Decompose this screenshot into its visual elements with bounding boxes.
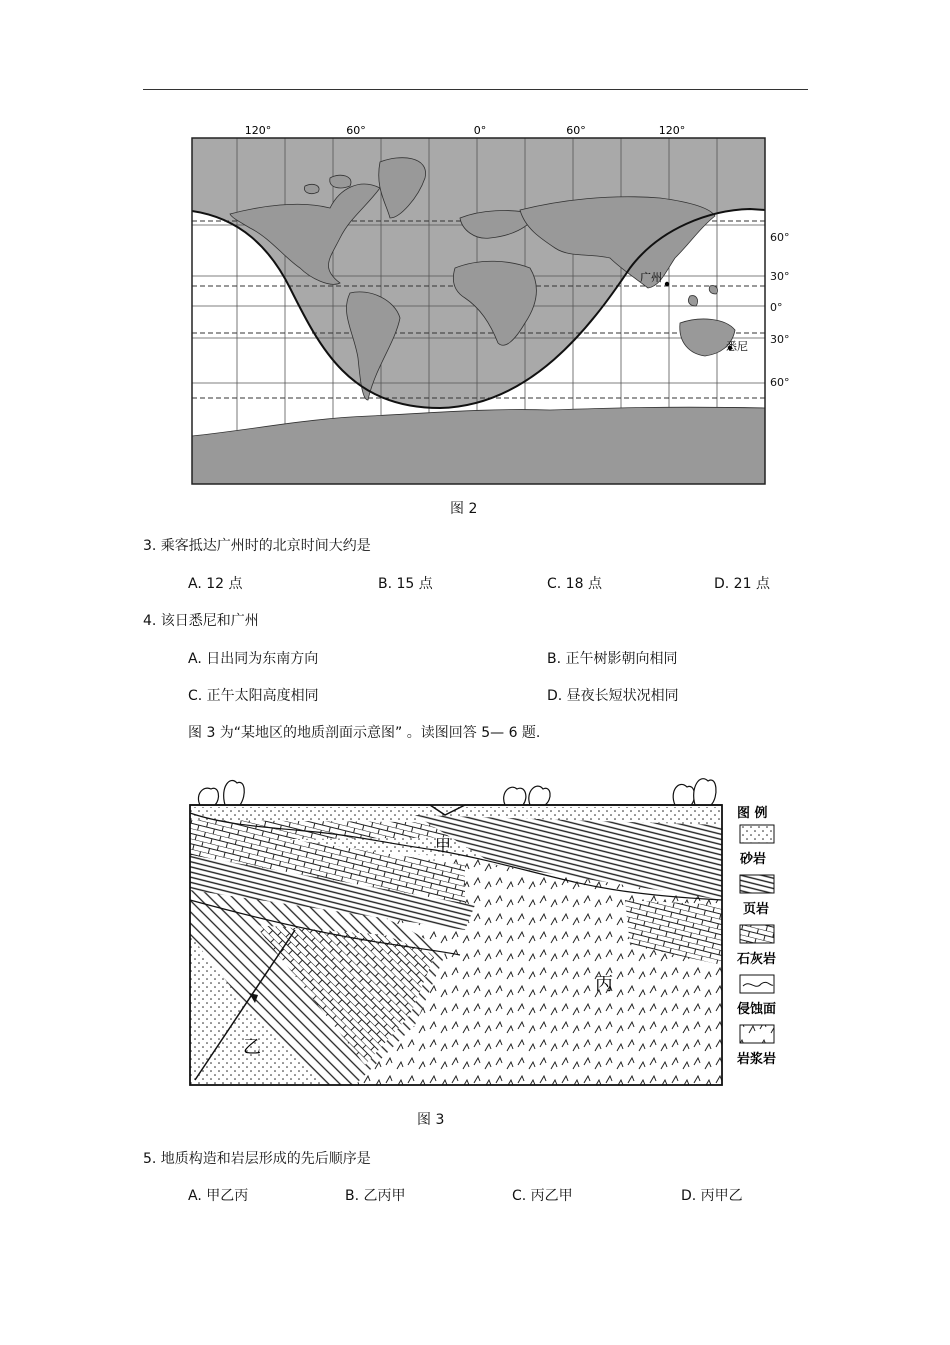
- q3-stem: 3. 乘客抵达广州时的北京时间大约是: [143, 538, 371, 554]
- sydney-label: 悉尼: [726, 340, 748, 353]
- figure-3-caption: 图 3: [417, 1112, 445, 1128]
- figure-2-map: [190, 118, 770, 488]
- q5-option-c: C. 丙乙甲: [512, 1188, 573, 1204]
- lat-label-60s: 60°: [770, 376, 790, 389]
- legend-label-limestone: 石灰岩: [737, 952, 777, 967]
- q4-option-c: C. 正午太阳高度相同: [188, 688, 319, 704]
- legend-label-magma: 岩浆岩: [737, 1052, 777, 1067]
- lon-label-120e: 120°: [658, 124, 686, 137]
- lat-label-30s: 30°: [770, 333, 790, 346]
- legend-swatch-magma: [740, 1025, 774, 1043]
- q3-option-d: D. 21 点: [714, 576, 770, 592]
- legend-swatch-sandstone: [740, 825, 774, 843]
- q5-option-d: D. 丙甲乙: [681, 1188, 743, 1204]
- legend-swatch-limestone: [740, 925, 774, 943]
- q5-stem: 5. 地质构造和岩层形成的先后顺序是: [143, 1151, 371, 1167]
- legend-label-shale: 页岩: [743, 902, 770, 917]
- q5-option-a: A. 甲乙丙: [188, 1188, 249, 1204]
- label-jia: 甲: [435, 836, 452, 855]
- legend-swatch-shale: [740, 875, 774, 893]
- q3-option-b: B. 15 点: [378, 576, 433, 592]
- figure-3-section: [185, 765, 785, 1090]
- lat-label-0: 0°: [770, 301, 783, 314]
- q5-option-b: B. 乙丙甲: [345, 1188, 406, 1204]
- lon-label-60e: 60°: [566, 124, 586, 137]
- label-yi: 乙: [243, 1037, 261, 1058]
- lon-label-0: 0°: [473, 124, 487, 137]
- q3-option-c: C. 18 点: [547, 576, 602, 592]
- figure-2-caption: 图 2: [450, 501, 478, 517]
- q4-option-a: A. 日出同为东南方向: [188, 651, 319, 667]
- legend-title: 图 例: [737, 806, 768, 821]
- figure-3-intro: 图 3 为“某地区的地质剖面示意图” 。读图回答 5— 6 题.: [188, 725, 541, 741]
- legend-label-erosion: 侵蚀面: [737, 1002, 777, 1017]
- label-bing: 丙: [595, 974, 613, 995]
- q4-option-b: B. 正午树影朝向相同: [547, 651, 678, 667]
- guangzhou-marker: [665, 282, 669, 286]
- legend-label-sandstone: 砂岩: [740, 852, 767, 867]
- lat-label-60n: 60°: [770, 231, 790, 244]
- antarctica: [192, 407, 765, 484]
- q4-option-d: D. 昼夜长短状况相同: [547, 688, 679, 704]
- lon-label-60w: 60°: [346, 124, 366, 137]
- header-rule: [143, 89, 808, 90]
- q4-stem: 4. 该日悉尼和广州: [143, 613, 259, 629]
- lon-label-120w: 120°: [244, 124, 272, 137]
- q3-option-a: A. 12 点: [188, 576, 243, 592]
- lat-label-30n: 30°: [770, 270, 790, 283]
- guangzhou-label: 广州: [640, 271, 662, 284]
